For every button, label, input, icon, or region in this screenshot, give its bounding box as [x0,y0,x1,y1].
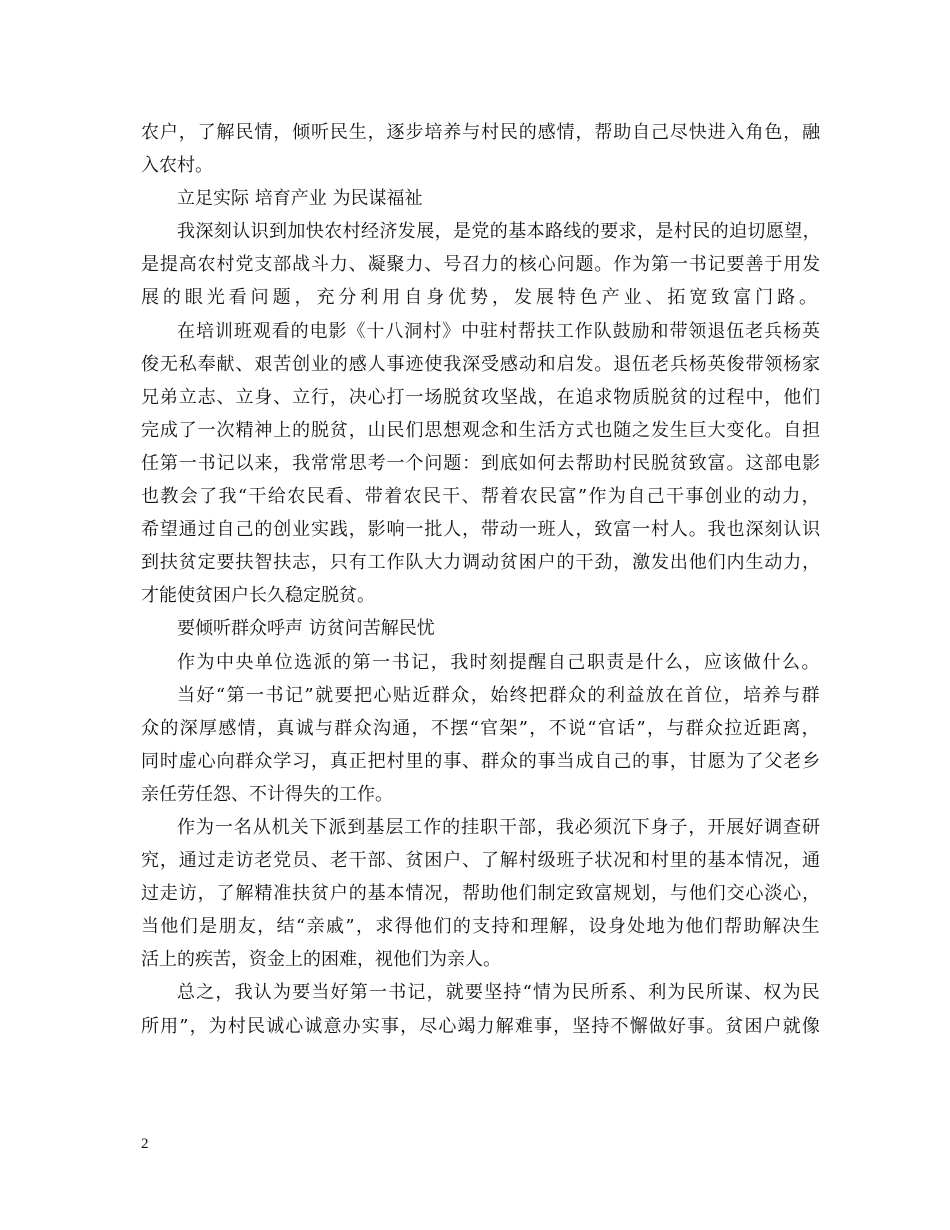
text-line: 兄弟立志、立身、立行，决心打一场脱贫攻坚战，在追求物质脱贫的过程中，他们 [141,386,821,408]
text-line: 农户，了解民情，倾听民生，逐步培养与村民的感情，帮助自己尽快进入角色，融 [141,122,821,143]
page-number: 2 [141,1136,149,1152]
text-line: 究，通过走访老党员、老干部、贫困户、了解村级班子状况和村里的基本情况，通 [141,850,821,872]
text-line: 入农村。 [141,155,213,177]
text-line: 任第一书记以来，我常常思考一个问题：到底如何去帮助村民脱贫致富。这部电影 [141,452,821,474]
text-line: 总之，我认为要当好第一书记，就要坚持“情为民所系、利为民所谋、权为民 [177,982,821,1004]
text-line: 同时虚心向群众学习，真正把村里的事、群众的事当成自己的事，甘愿为了父老乡 [141,750,821,772]
text-line: 立足实际 培育产业 为民谋福祉 [177,188,423,210]
text-line: 作为一名从机关下派到基层工作的挂职干部，我必须沉下身子，开展好调查研 [177,816,821,838]
text-line: 过走访，了解精准扶贫户的基本情况，帮助他们制定致富规划，与他们交心淡心， [141,883,821,905]
text-line: 我深刻认识到加快农村经济发展，是党的基本路线的要求，是村民的迫切愿望， [177,221,821,243]
text-line: 也教会了我“干给农民看、带着农民干、帮着农民富”作为自己干事创业的动力， [141,486,822,508]
text-line: 众的深厚感情，真诚与群众沟通，不摆“官架”，不说“官话”，与群众拉近距离， [141,717,821,739]
text-line: 在培训班观看的电影《十八洞村》中驻村帮扶工作队鼓励和带领退伍老兵杨英 [177,320,821,342]
text-line: 作为中央单位选派的第一书记，我时刻提醒自己职责是什么，应该做什么。 [177,651,821,673]
body-text [141,116,821,1043]
text-line: 亲任劳任怨、不计得失的工作。 [141,783,393,805]
text-line: 所用”，为村民诚心诚意办实事，尽心竭力解难事，坚持不懈做好事。贫困户就像 [141,1015,821,1037]
text-line: 是提高农村党支部战斗力、凝聚力、号召力的核心问题。作为第一书记要善于用发 [141,254,821,276]
text-line: 展的眼光看问题，充分利用自身优势，发展特色产业、拓宽致富门路。 [141,287,821,309]
text-line: 完成了一次精神上的脱贫，山民们思想观念和生活方式也随之发生巨大变化。自担 [141,419,821,441]
text-line: 俊无私奉献、艰苦创业的感人事迹使我深受感动和启发。退伍老兵杨英俊带领杨家 [141,353,821,375]
text-line: 当他们是朋友，结“亲戚”，求得他们的支持和理解，设身处地为他们帮助解决生 [141,916,822,938]
text-line: 才能使贫困户长久稳定脱贫。 [141,585,375,607]
text-line: 希望通过自己的创业实践，影响一批人，带动一班人，致富一村人。我也深刻认识 [141,519,821,541]
text-line: 要倾听群众呼声 访贫问苦解民忧 [177,618,435,640]
text-line: 当好“第一书记”就要把心贴近群众，始终把群众的利益放在首位，培养与群 [177,684,822,706]
text-line: 到扶贫定要扶智扶志，只有工作队大力调动贫困户的干劲，激发出他们内生动力， [141,552,821,574]
text-line: 活上的疾苦，资金上的困难，视他们为亲人。 [141,949,501,971]
